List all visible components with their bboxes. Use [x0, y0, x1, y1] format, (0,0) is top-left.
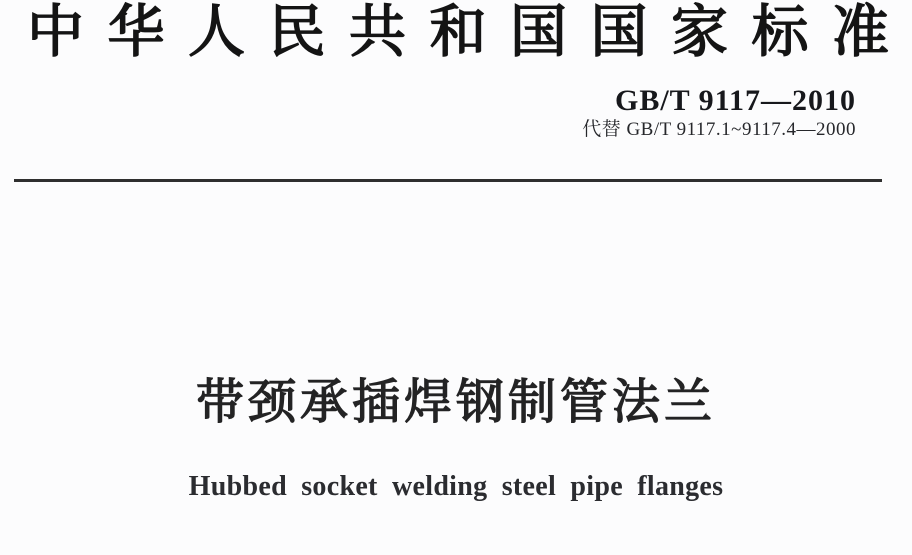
- header-character: 华: [107, 1, 165, 64]
- standard-number-block: [582, 84, 856, 141]
- header-character: 人: [188, 1, 245, 64]
- header-character: 和: [429, 1, 487, 64]
- header-character: 中: [27, 1, 84, 64]
- header-rule-divider: [14, 179, 882, 182]
- header-character: 标: [751, 1, 809, 64]
- header-character: 国: [510, 1, 567, 64]
- document-title-zh: 带颈承插焊钢制管法兰: [195, 376, 716, 429]
- header-character: 准: [832, 1, 889, 64]
- document-title-en: Hubbed socket welding steel pipe flanges: [188, 471, 724, 502]
- header-character: 民: [268, 1, 326, 64]
- header-character: 国: [590, 1, 648, 64]
- replaces-note: 代替 GB/T 9117.1~9117.4—2000: [582, 119, 856, 140]
- header-character: 共: [349, 1, 406, 64]
- header-character: 家: [671, 1, 728, 64]
- standard-number: GB/T 9117—2010: [615, 84, 856, 117]
- national-standard-header: [27, 1, 889, 65]
